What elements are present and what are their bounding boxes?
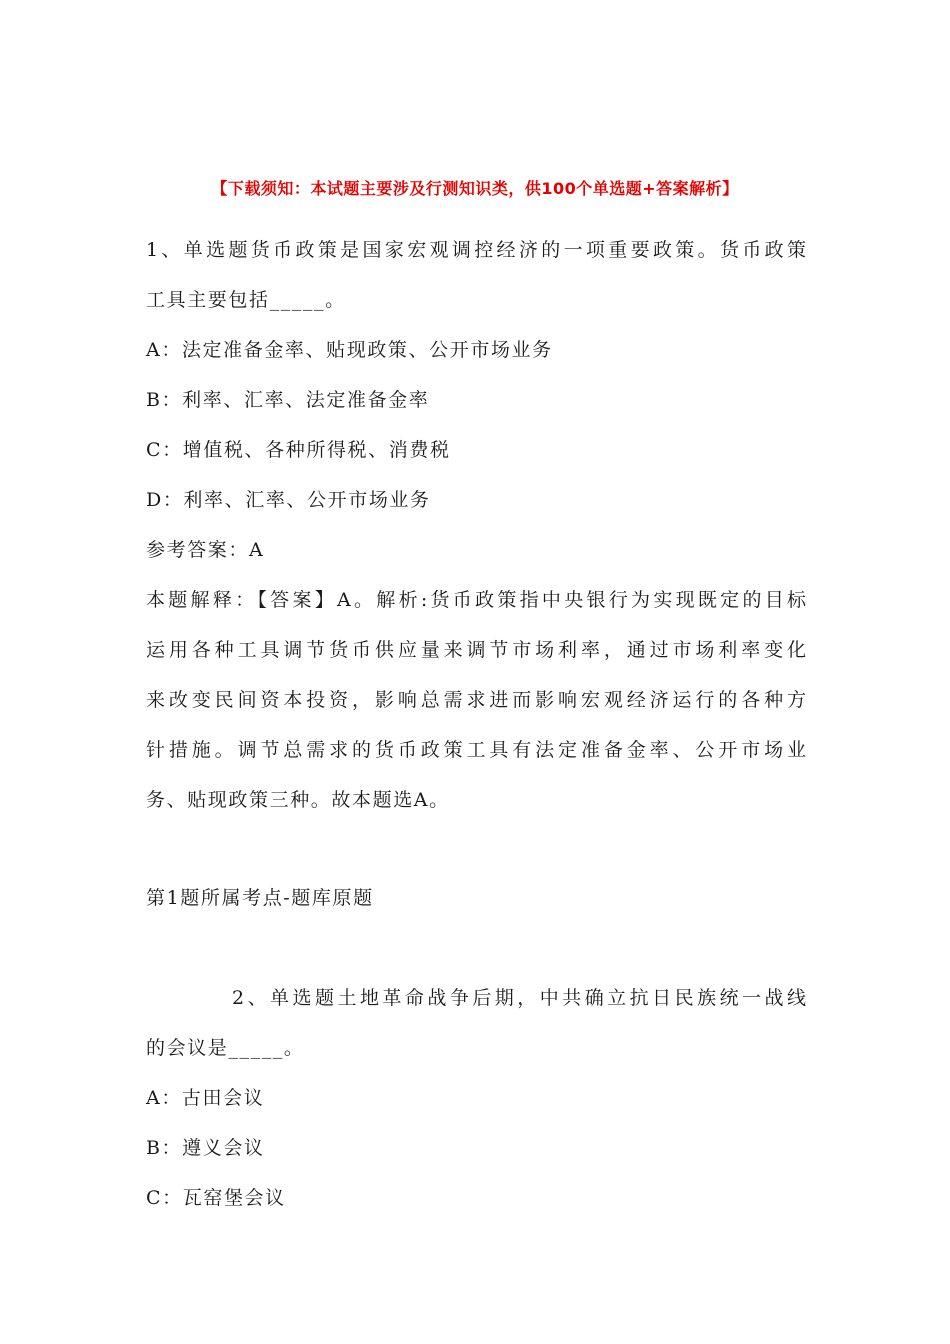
q1-stem-line-1: 1、单选题货币政策是国家宏观调控经济的一项重要政策。货币政策 — [146, 239, 806, 261]
q2-option-c: C：瓦窑堡会议 — [146, 1187, 286, 1209]
download-notice: 【下载须知：本试题主要涉及行测知识类，供100个单选题+答案解析】 — [211, 179, 739, 198]
q2-option-a: A：古田会议 — [146, 1087, 265, 1109]
q2-stem-line-1: 2、单选题土地革命战争后期，中共确立抗日民族统一战线 — [232, 987, 806, 1009]
q1-explanation-line-5: 务、贴现政策三种。故本题选A。 — [146, 789, 450, 811]
q1-option-a: A：法定准备金率、贴现政策、公开市场业务 — [146, 339, 553, 361]
q1-explanation-line-4: 针措施。调节总需求的货币政策工具有法定准备金率、公开市场业 — [146, 739, 806, 761]
q1-option-c: C：增值税、各种所得税、消费税 — [146, 439, 451, 461]
q1-explanation-line-2: 运用各种工具调节货币供应量来调节市场利率，通过市场利率变化 — [146, 639, 806, 661]
q1-stem-line-2: 工具主要包括_____。 — [146, 289, 346, 311]
q1-explanation-line-3: 来改变民间资本投资，影响总需求进而影响宏观经济运行的各种方 — [146, 689, 806, 711]
q1-option-d: D：利率、汇率、公开市场业务 — [146, 489, 431, 511]
q2-stem-line-2: 的会议是_____。 — [146, 1037, 305, 1059]
q1-option-b: B：利率、汇率、法定准备金率 — [146, 389, 430, 411]
q1-answer: 参考答案：A — [146, 539, 265, 561]
q1-explanation-line-1: 本题解释：【答案】A。解析:货币政策指中央银行为实现既定的目标 — [146, 589, 806, 611]
q2-option-b: B：遵义会议 — [146, 1137, 265, 1159]
q1-knowledge-point: 第1题所属考点-题库原题 — [146, 887, 374, 909]
